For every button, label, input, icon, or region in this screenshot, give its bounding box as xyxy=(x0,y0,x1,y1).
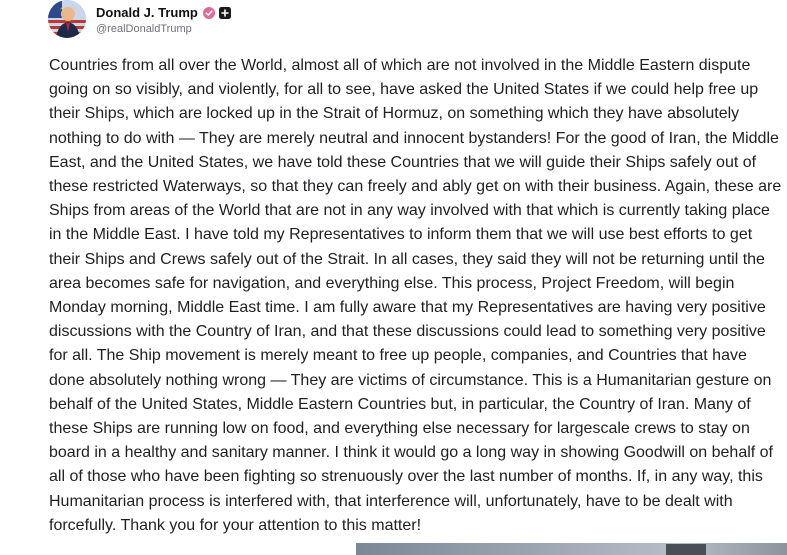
plus-icon xyxy=(219,6,231,18)
display-name[interactable]: Donald J. Trump xyxy=(96,4,198,20)
post-header xyxy=(48,0,231,40)
avatar-image xyxy=(48,0,86,38)
author-handle[interactable]: @realDonaldTrump xyxy=(96,23,192,35)
media-ship-shape xyxy=(666,544,706,555)
verified-badge-icon xyxy=(203,6,215,18)
author-block xyxy=(96,3,231,35)
avatar[interactable] xyxy=(48,0,86,38)
post-body-text: Countries from all over the World, almost all of which are not involved in the Middle Eastern dispute going on so visibly, and violently, for all to see, have asked the United States if we could help free up their Ships, which are locked up in the Strait of Hormuz, on something which they have absolutely nothing to do with — They are merely neutral and innocent bystanders! For the good of Iran, the Middle East, and the United States, we have told these Countries that we will guide their Ships safely out of these restricted Waterways, so that they can freely and ably get on with their business. Again, these are Ships from areas of the World that are not in any way involved with that which is currently taking place in the Middle East. I have told my Representatives to inform them that we will use best efforts to get their Ships and Crews safely out of the Strait. In all cases, they said they will not be returning until the area becomes safe for navigation, and everything else. This process, Project Freedom, will begin Monday morning, Middle East time. I am fully aware that my Representatives are having very positive discussions with the Country of Iran, and that these discussions could lead to something very positive for all. The Ship movement is merely meant to free up people, companies, and Countries that have done absolutely nothing wrong — They are victims of circumstance. This is a Humanitarian gesture on behalf of the United States, Middle Eastern Countries but, in particular, the Country of Iran. Many of these Ships are running low on food, and everything else necessary for largescale crews to stay on board in a healthy and sanitary manner. I think it would go a long way in showing Goodwill on behalf of all of those who have been fighting so strenuously over the last number of months. If, in any way, this Humanitarian process is interfered with, that interference will, unfortunately, have to be dealt with forcefully. Thank you for your attention to this matter! xyxy=(49,57,782,534)
name-row xyxy=(96,3,231,21)
post-media-image[interactable] xyxy=(356,543,787,555)
